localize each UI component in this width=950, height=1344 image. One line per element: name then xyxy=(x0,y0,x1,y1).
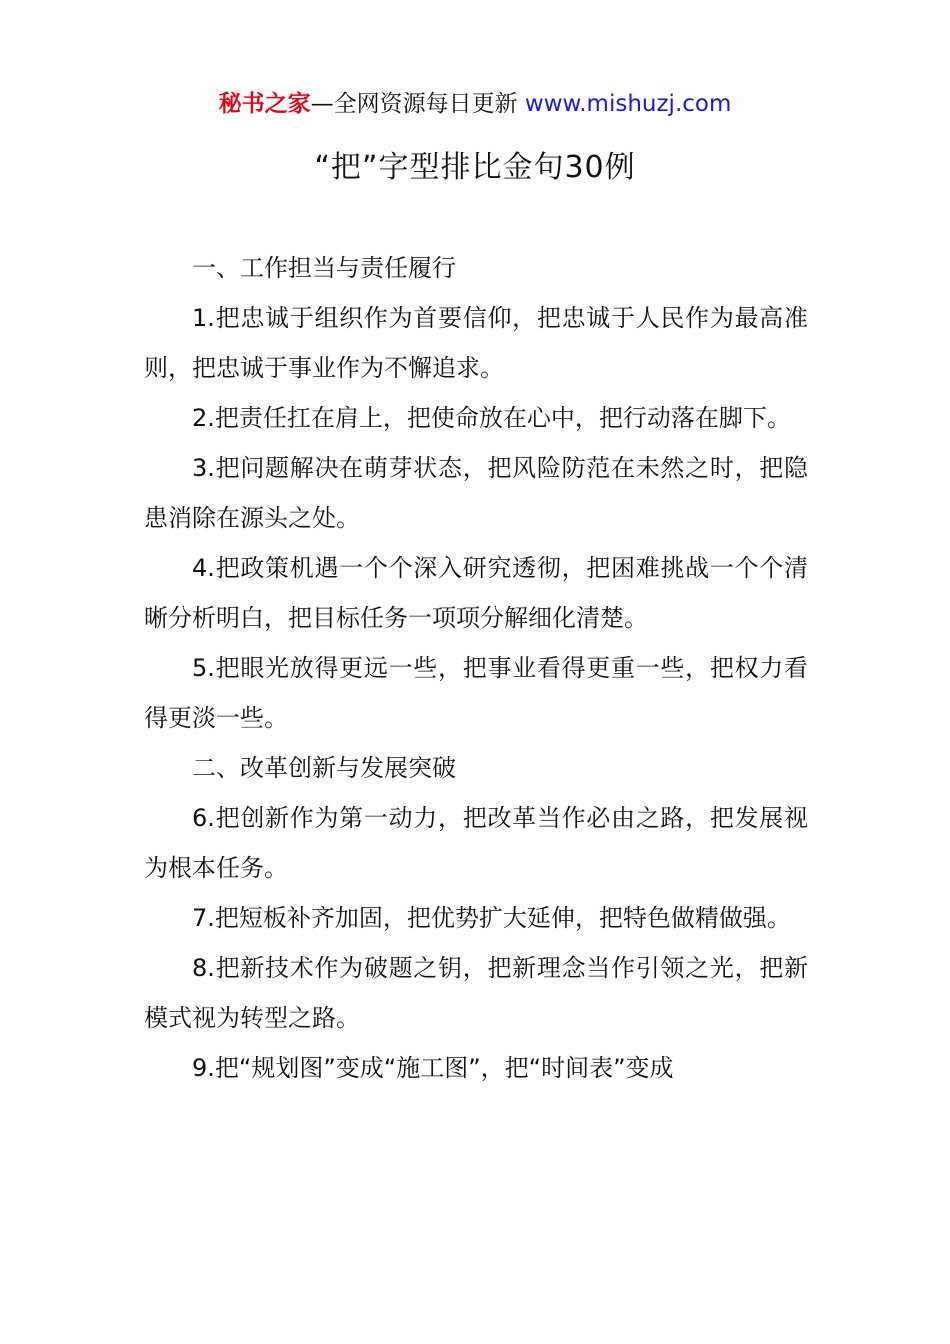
section-heading: 一、工作担当与责任履行 xyxy=(192,254,456,282)
site-header xyxy=(0,88,950,120)
paragraph: 3.把问题解决在萌芽状态，把风险防范在未然之时，把隐患消除在源头之处。 xyxy=(144,454,808,532)
paragraph: 6.把创新作为第一动力，把改革当作必由之路，把发展视为根本任务。 xyxy=(144,804,808,882)
paragraph: 2.把责任扛在肩上，把使命放在心中，把行动落在脚下。 xyxy=(192,404,791,432)
brand-name: 秘书之家 xyxy=(218,91,311,117)
site-url-link[interactable]: www.mishuzj.com xyxy=(524,91,732,117)
paragraph: 5.把眼光放得更远一些，把事业看得更重一些，把权力看得更淡一些。 xyxy=(144,654,808,732)
header-tagline: —全网资源每日更新 xyxy=(310,91,525,117)
paragraph: 7.把短板补齐加固，把优势扩大延伸，把特色做精做强。 xyxy=(192,904,791,932)
section-heading: 二、改革创新与发展突破 xyxy=(192,754,456,782)
document-body xyxy=(144,243,808,1093)
paragraph: 4.把政策机遇一个个深入研究透彻，把困难挑战一个个清晰分析明白，把目标任务一项项分解细化清楚。 xyxy=(144,554,808,632)
paragraph: 9.把“规划图”变成“施工图”，把“时间表”变成 xyxy=(192,1054,674,1082)
paragraph: 8.把新技术作为破题之钥，把新理念当作引领之光，把新模式视为转型之路。 xyxy=(144,954,808,1032)
document-title: “把”字型排比金句30例 xyxy=(314,150,636,185)
paragraph: 1.把忠诚于组织作为首要信仰，把忠诚于人民作为最高准则，把忠诚于事业作为不懈追求。 xyxy=(144,304,808,382)
